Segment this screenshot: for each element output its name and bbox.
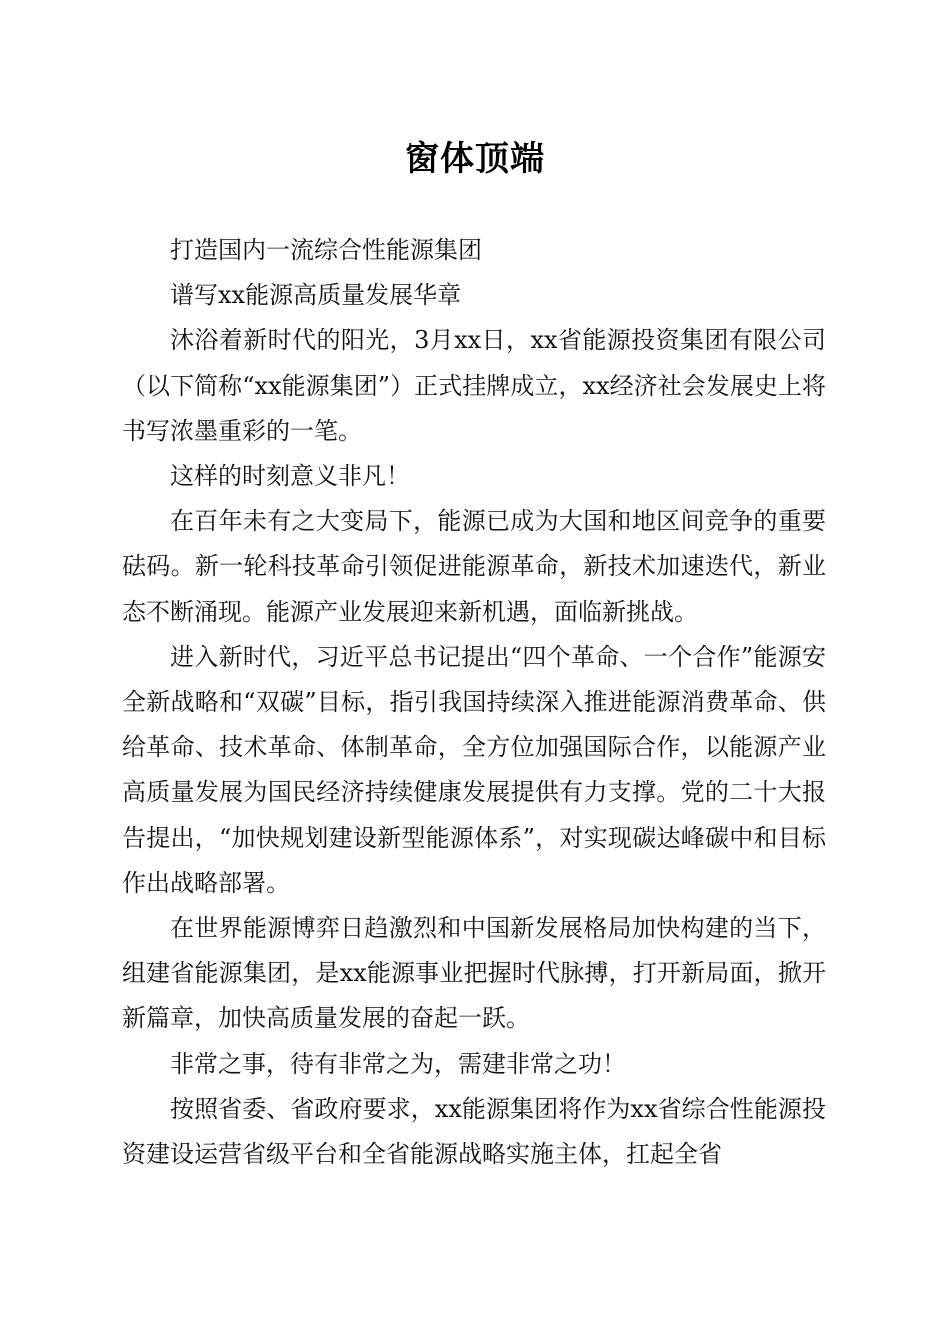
paragraph: 打造国内一流综合性能源集团 <box>170 236 482 264</box>
paragraph: 在百年未有之大变局下，能源已成为大国和地区间竞争的重要砝码。新一轮科技革命引领促进能源革命，新技术加速迭代，新业态不断涌现。能源产业发展迎来新机遇，面临新挑战。 <box>122 507 826 626</box>
paragraph: 进入新时代，习近平总书记提出“四个革命、一个合作”能源安全新战略和“双碳”目标，指引我国持续深入推进能源消费革命、供给革命、技术革命、体制革命，全方位加强国际合作，以能源产业高质量发展为国民经济持续健康发展提供有力支撑。党的二十大报告提出，“加快规划建设新型能源体系”，对实现碳达峰碳中和目标作出战略部署。 <box>122 642 826 897</box>
paragraph: 谱写xx能源高质量发展华章 <box>170 281 462 310</box>
paragraph: 按照省委、省政府要求，xx能源集团将作为xx省综合性能源投资建设运营省级平台和全省能源战略实施主体，扛起全省 <box>122 1094 826 1169</box>
document-body <box>122 228 826 1177</box>
paragraph: 这样的时刻意义非凡！ <box>170 462 410 491</box>
paragraph: 非常之事，待有非常之为，需建非常之功！ <box>170 1049 626 1078</box>
document-title: 窗体顶端 <box>405 139 545 179</box>
paragraph: 在世界能源博弈日趋激烈和中国新发展格局加快构建的当下，组建省能源集团，是xx能源事业把握时代脉搏，打开新局面，掀开新篇章，加快高质量发展的奋起一跃。 <box>122 914 826 1033</box>
paragraph: 沐浴着新时代的阳光，3月xx日，xx省能源投资集团有限公司（以下简称“xx能源集团”）正式挂牌成立，xx经济社会发展史上将书写浓墨重彩的一笔。 <box>122 326 826 445</box>
